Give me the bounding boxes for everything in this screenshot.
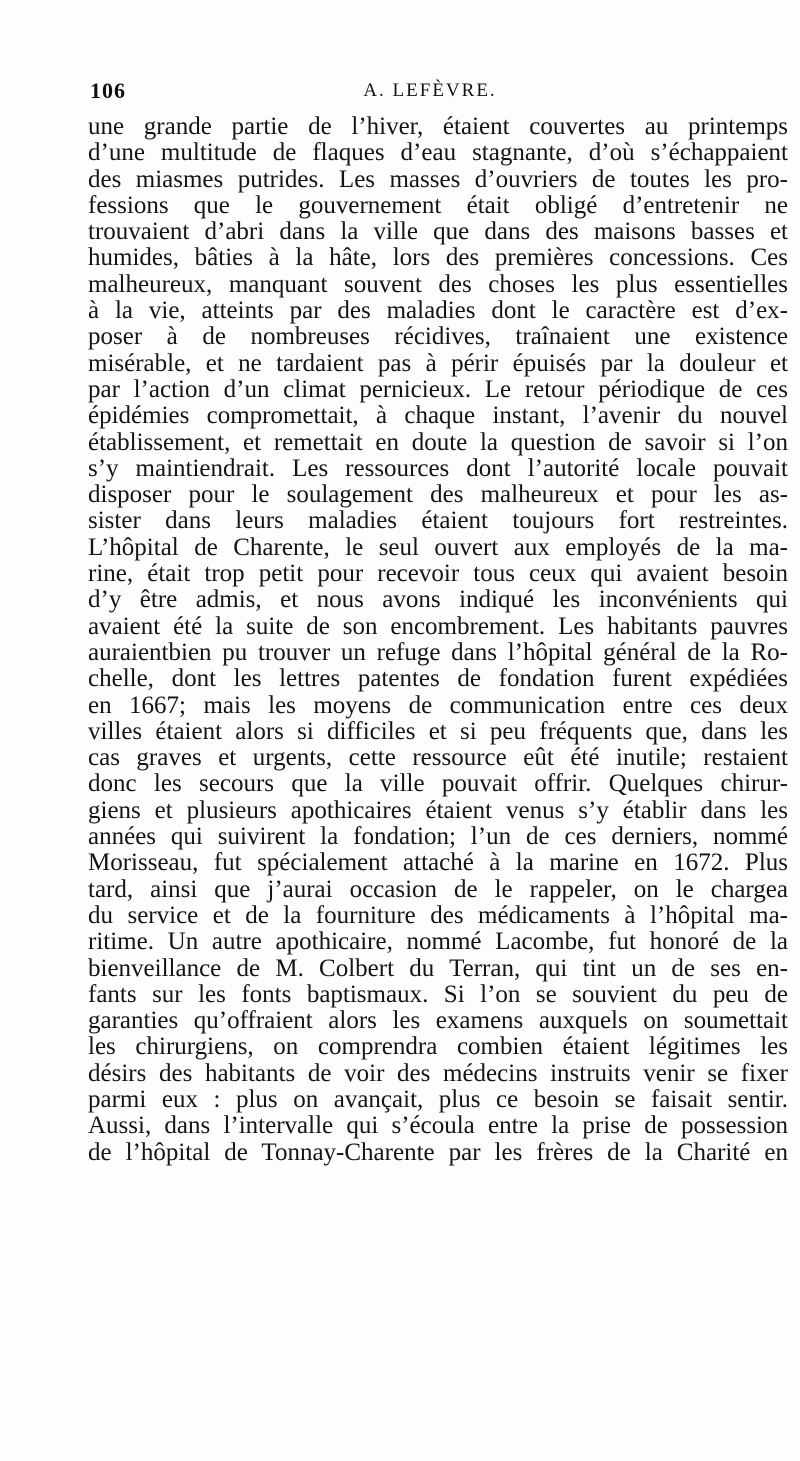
- text-line: L’hôpital de Charente, le seul ouvert aux employés de la ma-: [88, 534, 788, 561]
- text-line: d’y être admis, et nous avons indiqué les inconvénients qui: [88, 587, 788, 614]
- text-line: trouvaient d’abri dans la ville que dans des maisons basses et: [88, 219, 788, 246]
- text-line: chelle, dont les lettres patentes de fondation furent expédiées: [88, 666, 788, 693]
- text-line: épidémies compromettait, à chaque instant, l’avenir du nouvel: [88, 403, 788, 430]
- text-line: de l’hôpital de Tonnay-Charente par les frères de la Charité en: [88, 1139, 788, 1166]
- text-line: s’y maintiendrait. Les ressources dont l’autorité locale pouvait: [88, 455, 788, 482]
- text-line: les chirurgiens, on comprendra combien étaient légitimes les: [88, 1034, 788, 1061]
- text-line: donc les secours que la ville pouvait offrir. Quelques chirur-: [88, 771, 788, 798]
- running-title: A. LEFÈVRE.: [363, 80, 497, 101]
- text-line: cas graves et urgents, cette ressource eût été inutile; restaient: [88, 745, 788, 772]
- text-line: sister dans leurs maladies étaient toujours fort restreintes.: [88, 508, 788, 535]
- text-line: années qui suivirent la fondation; l’un de ces derniers, nommé: [88, 824, 788, 851]
- text-line: garanties qu’offraient alors les examens auxquels on soumettait: [88, 1008, 788, 1035]
- text-line: Aussi, dans l’intervalle qui s’écoula entre la prise de possession: [88, 1113, 788, 1140]
- text-line: villes étaient alors si difficiles et si peu fréquents que, dans les: [88, 718, 788, 745]
- text-line: à la vie, atteints par des maladies dont le caractère est d’ex-: [88, 298, 788, 325]
- text-line: humides, bâties à la hâte, lors des premières concessions. Ces: [88, 245, 788, 272]
- text-line: malheureux, manquant souvent des choses les plus essentielles: [88, 271, 788, 298]
- text-line: parmi eux : plus on avançait, plus ce besoin se faisait sentir.: [88, 1086, 788, 1113]
- text-line: des miasmes putrides. Les masses d’ouvriers de toutes les pro-: [88, 166, 788, 193]
- text-line: fants sur les fonts baptismaux. Si l’on se souvient du peu de: [88, 981, 788, 1008]
- text-line: une grande partie de l’hiver, étaient couvertes au printemps: [88, 114, 788, 140]
- text-line: d’une multitude de flaques d’eau stagnante, d’où s’échappaient: [88, 140, 788, 167]
- text-line: du service et de la fourniture des médicaments à l’hôpital ma-: [88, 902, 788, 929]
- text-line: disposer pour le soulagement des malheureux et pour les as-: [88, 482, 788, 509]
- text-line: poser à de nombreuses récidives, traînaient une existence: [88, 324, 788, 351]
- running-head: [90, 78, 770, 106]
- text-line: fessions que le gouvernement était obligé d’entretenir ne: [88, 192, 788, 219]
- text-line: par l’action d’un climat pernicieux. Le retour périodique de ces: [88, 376, 788, 403]
- text-line: avaient été la suite de son encombrement. Les habitants pauvres: [88, 613, 788, 640]
- text-line: bienveillance de M. Colbert du Terran, qui tint un de ses en-: [88, 955, 788, 982]
- text-line: giens et plusieurs apothicaires étaient venus s’y établir dans les: [88, 797, 788, 824]
- text-line: ritime. Un autre apothicaire, nommé Lacombe, fut honoré de la: [88, 929, 788, 956]
- text-line: en 1667; mais les moyens de communication entre ces deux: [88, 692, 788, 719]
- text-line: rine, était trop petit pour recevoir tous ceux qui avaient besoin: [88, 561, 788, 588]
- text-line: misérable, et ne tardaient pas à périr épuisés par la douleur et: [88, 350, 788, 377]
- text-line: désirs des habitants de voir des médecins instruits venir se fixer: [88, 1060, 788, 1087]
- text-line: tard, ainsi que j’aurai occasion de le rappeler, on le chargea: [88, 876, 788, 903]
- page-number: 106: [90, 78, 126, 103]
- text-line: établissement, et remettait en doute la question de savoir si l’on: [88, 429, 788, 456]
- text-line: Morisseau, fut spécialement attaché à la marine en 1672. Plus: [88, 850, 788, 877]
- body-text: [88, 114, 788, 1166]
- text-line: auraientbien pu trouver un refuge dans l’hôpital général de la Ro-: [88, 639, 788, 666]
